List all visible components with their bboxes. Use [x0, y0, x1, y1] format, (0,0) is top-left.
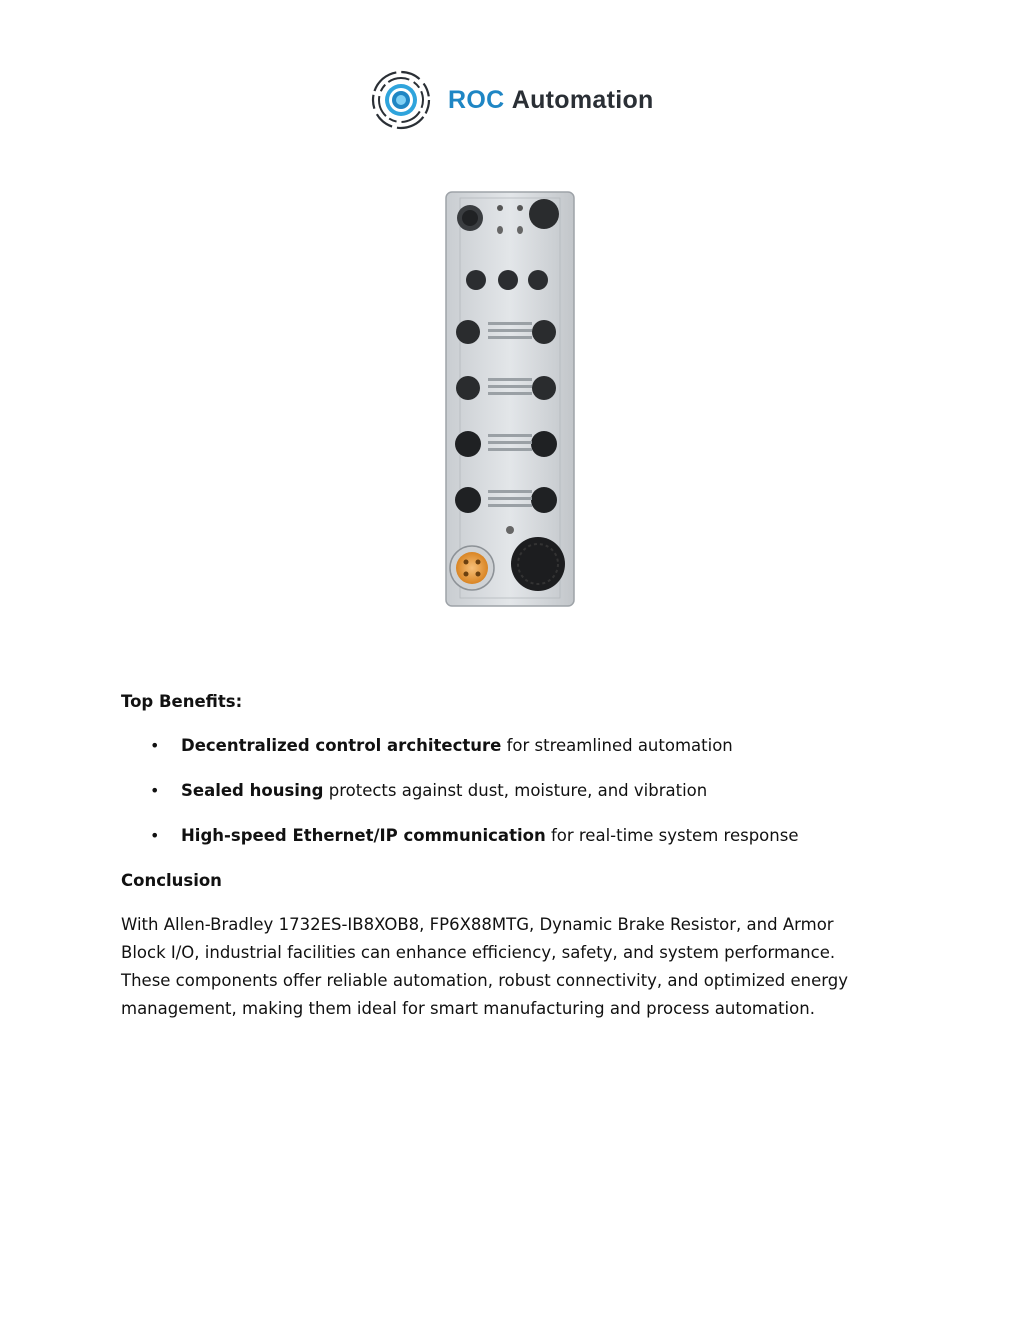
conclusion-heading: Conclusion [121, 871, 222, 890]
top-benefits-heading: Top Benefits: [121, 692, 243, 711]
roc-automation-logo [370, 68, 660, 132]
benefits-list [121, 732, 881, 850]
logo-wordmark: ROC Automation [448, 85, 654, 114]
document-body [121, 688, 881, 1023]
list-item: • Decentralized control architecture for streamlined automation [121, 732, 881, 760]
list-item: • High-speed Ethernet/IP communication for real-time system response [121, 822, 881, 850]
armor-block-product-image [440, 190, 580, 610]
conclusion-paragraph: With Allen-Bradley 1732ES-IB8XOB8, FP6X88MTG, Dynamic Brake Resistor, and Armor Block I/O, industrial facilities can enhance efficiency, safety, and system performance. These components offer reliable automation, robust connectivity, and optimized energy management, making them ideal for smart manufacturing and process automation. [121, 915, 849, 1018]
roc-logo-icon [370, 69, 432, 131]
list-item: • Sealed housing protects against dust, moisture, and vibration [121, 777, 881, 805]
